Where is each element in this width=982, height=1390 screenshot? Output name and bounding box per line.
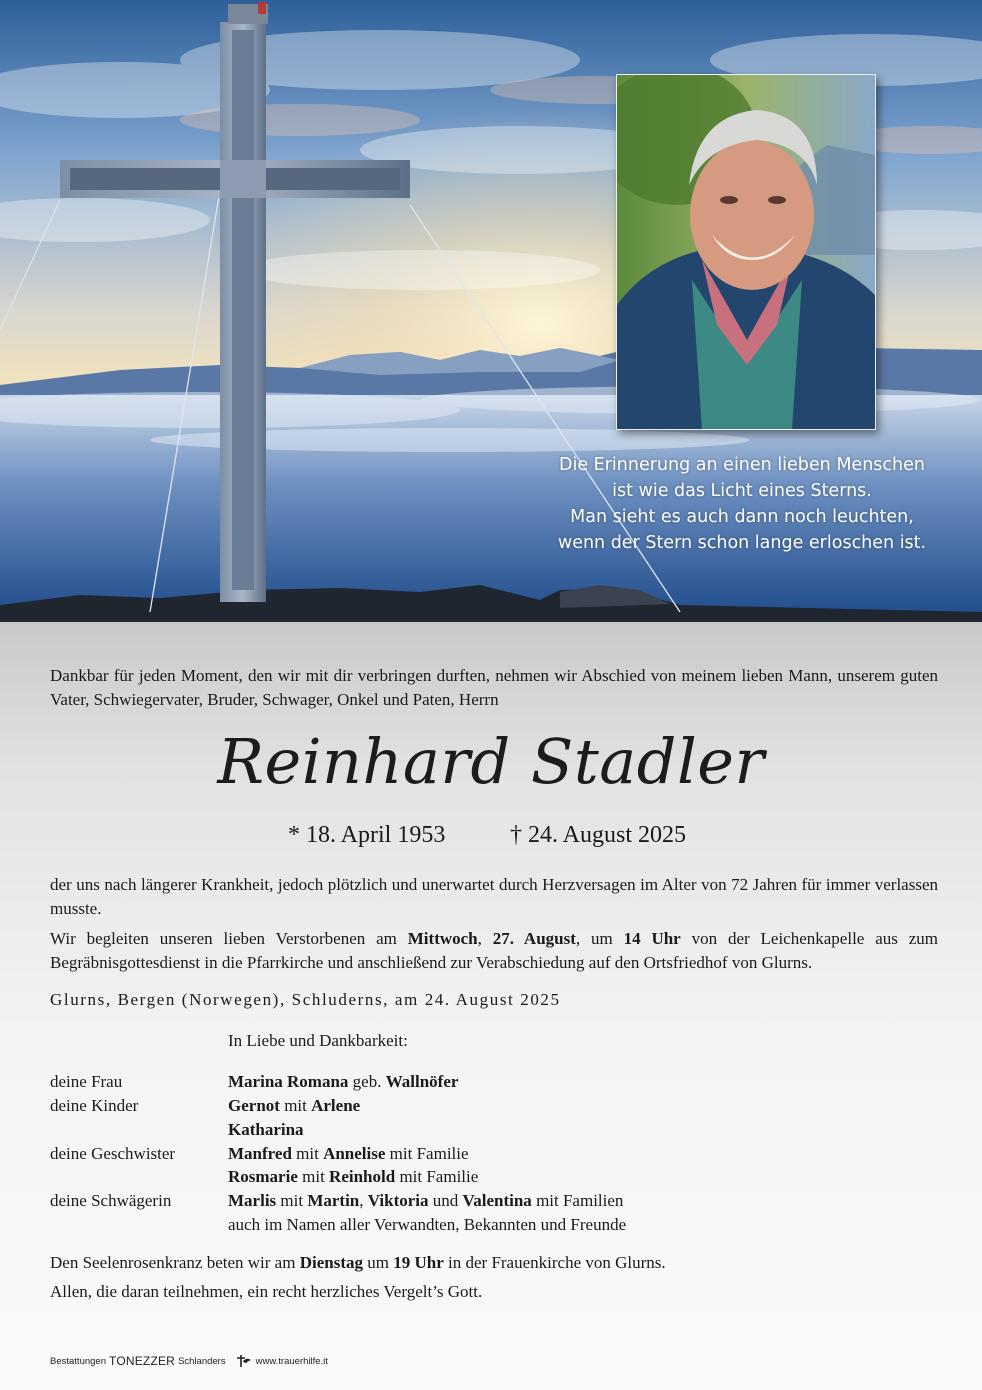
- relation-label: deine Kinder: [50, 1096, 139, 1115]
- portrait-photo: [616, 74, 876, 430]
- rosary-text: in der Frauenkirche von Glurns.: [443, 1253, 666, 1272]
- relative-connector: mit Familien: [531, 1191, 624, 1210]
- all-relatives-line: auch im Namen aller Verwandten, Bekannten und Freunde: [228, 1215, 627, 1234]
- intro-paragraph: Dankbar für jeden Moment, den wir mit dir verbringen durften, nehmen wir Abschied von meinem lieben Mann, unserem guten Vater, Schwiegervater, Bruder, Schwager, Onkel und Paten, Herrn: [50, 666, 938, 709]
- relative-connector: mit: [276, 1191, 308, 1210]
- relative-name: Valentina: [462, 1191, 532, 1210]
- relative-name: Annelise: [323, 1144, 386, 1163]
- footer: [50, 1354, 328, 1368]
- closing-line: Allen, die daran teilnehmen, ein recht herzliches Vergelt’s Gott.: [50, 1282, 483, 1301]
- funeral-paragraph: [50, 927, 938, 974]
- relative-name: Gernot: [228, 1096, 280, 1115]
- relative-connector: mit Familie: [385, 1144, 469, 1163]
- portrait-illustration: [617, 75, 875, 429]
- birth-date: * 18. April 1953: [288, 822, 446, 848]
- relative-name: Viktoria: [367, 1191, 429, 1210]
- relative-connector: mit Familie: [395, 1167, 479, 1186]
- deceased-name: Reinhard Stadler: [217, 725, 765, 798]
- relative-name: Reinhold: [329, 1167, 396, 1186]
- footer-prefix: Bestattungen: [50, 1355, 106, 1367]
- funeral-text: , um: [575, 929, 624, 948]
- relative-name: Arlene: [311, 1096, 361, 1115]
- thanks-line: In Liebe und Dankbarkeit:: [228, 1031, 408, 1050]
- relation-label: deine Frau: [50, 1072, 123, 1091]
- relative-name: Rosmarie: [228, 1167, 298, 1186]
- banner-image: [0, 0, 982, 622]
- relative-connector: und: [428, 1191, 463, 1210]
- relative-name: Wallnöfer: [385, 1072, 459, 1091]
- funeral-text: Wir begleiten unseren lieben Verstorbenen am: [50, 929, 408, 948]
- footer-url[interactable]: www.trauerhilfe.it: [255, 1355, 328, 1367]
- quote-line: Die Erinnerung an einen lieben Menschen: [559, 455, 925, 475]
- rosary-day: Dienstag: [299, 1253, 363, 1272]
- relative-name: Marlis: [228, 1191, 277, 1210]
- place-and-date: Glurns, Bergen (Norwegen), Schluderns, am 24. August 2025: [50, 990, 561, 1009]
- relative-connector: geb.: [348, 1072, 386, 1091]
- death-date: † 24. August 2025: [510, 822, 687, 848]
- relative-connector: ,: [359, 1191, 368, 1210]
- rosary-line: [50, 1253, 666, 1273]
- relative-name: Manfred: [228, 1144, 292, 1163]
- relation-names: [228, 1191, 623, 1211]
- quote-line: wenn der Stern schon lange erloschen ist.: [557, 533, 927, 553]
- relation-names: [228, 1096, 360, 1116]
- relation-label: deine Schwägerin: [50, 1191, 172, 1210]
- quote-line: ist wie das Licht eines Sterns.: [612, 481, 872, 501]
- rosary-time: 19 Uhr: [393, 1253, 444, 1272]
- funeral-time: 14 Uhr: [623, 929, 681, 948]
- relative-name: Marina Romana: [228, 1072, 349, 1091]
- rosary-text: Den Seelenrosenkranz beten wir am: [50, 1253, 300, 1272]
- footer-suffix: Schlanders: [178, 1355, 226, 1367]
- funeral-text: von der Leichenkapelle aus zum Begräbnisgottesdienst in die Pfarrkirche und anschließend zur Verabschiedung auf den Ortsfriedhof von Glurns.: [50, 929, 938, 972]
- funeral-date: 27. August: [492, 929, 576, 948]
- relation-names: [228, 1144, 469, 1164]
- quote-line: Man sieht es auch dann noch leuchten,: [570, 507, 914, 527]
- footer-brand: TONEZZER: [109, 1354, 176, 1368]
- relation-names: [228, 1120, 304, 1140]
- relative-connector: mit: [297, 1167, 330, 1186]
- funeral-day: Mittwoch: [407, 929, 478, 948]
- relative-connector: mit: [291, 1144, 324, 1163]
- death-paragraph: der uns nach längerer Krankheit, jedoch plötzlich und unerwartet durch Herzversagen im Alter von 72 Jahren für immer verlassen musste.: [50, 875, 938, 918]
- relative-connector: mit: [279, 1096, 312, 1115]
- relation-names: [228, 1072, 458, 1092]
- relation-label: deine Geschwister: [50, 1144, 176, 1163]
- relative-name: Martin: [307, 1191, 360, 1210]
- memorial-quote: [500, 452, 982, 556]
- dove-cross-icon: [232, 1354, 252, 1368]
- rosary-text: um: [363, 1253, 394, 1272]
- relative-name: Katharina: [228, 1120, 304, 1139]
- funeral-text: ,: [477, 929, 493, 948]
- relation-names: [228, 1167, 478, 1187]
